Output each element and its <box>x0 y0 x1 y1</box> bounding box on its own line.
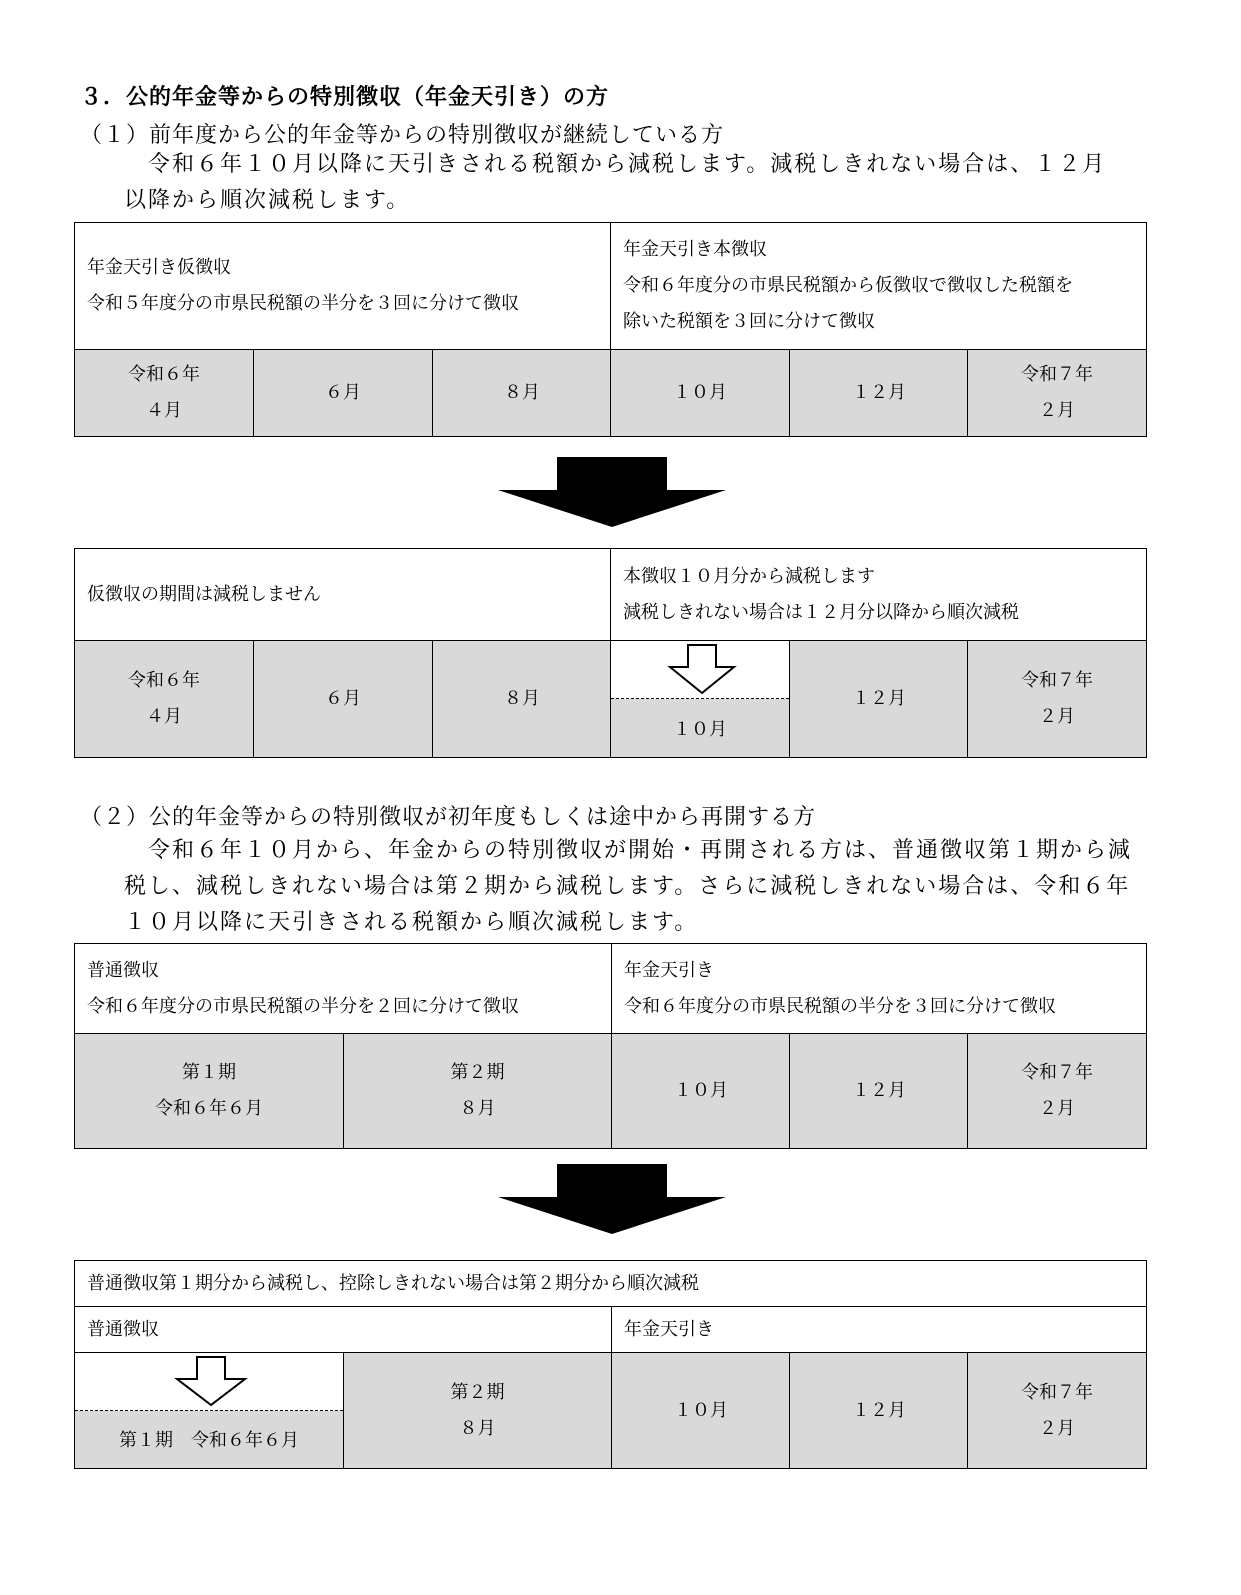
table1-month-cell <box>253 349 433 437</box>
table3-left-header <box>74 943 612 1034</box>
period-label: 第２期 <box>450 1062 505 1083</box>
table1-month-cell <box>74 349 254 437</box>
table4-period1-cell-highlight <box>74 1352 344 1469</box>
period-label: 第１期 令和６年６月 <box>119 1430 299 1451</box>
table4-month-cell <box>967 1352 1147 1469</box>
table3-left-desc: 令和６年度分の市県民税額の半分を２回に分けて徴収 <box>87 995 519 1017</box>
period-label: 第１期 <box>182 1062 236 1083</box>
table4-top-row <box>74 1260 1147 1307</box>
month-label: １２月 <box>852 1399 906 1421</box>
month-label: １２月 <box>852 1080 906 1101</box>
table2-month-cell <box>789 640 969 758</box>
month-label: 令和７年 <box>1021 364 1093 385</box>
table1-month-cell <box>432 349 612 437</box>
month-label: ６月 <box>325 688 361 709</box>
month-label: １０月 <box>673 382 727 403</box>
period-sublabel: 令和６年６月 <box>155 1098 263 1119</box>
table3-period-cell <box>74 1033 344 1149</box>
arrow-area <box>75 1353 343 1411</box>
month-sublabel: ４月 <box>146 706 182 727</box>
table1-month-cell <box>789 349 969 437</box>
section2-title: （２）公的年金等からの特別徴収が初年度もしくは途中から再開する方 <box>80 805 817 830</box>
table3-month-cell <box>967 1033 1147 1149</box>
period-label: 第２期 <box>450 1381 505 1403</box>
table4-top-text: 普通徴収第１期分から減税し、控除しきれない場合は第２期分から順次減税 <box>87 1272 699 1294</box>
section2-para-line3: １０月以降に天引きされる税額から順次減税します。 <box>124 910 699 935</box>
table2-left-text: 仮徴収の期間は減税しません <box>87 583 321 605</box>
table1-left-desc: 令和５年度分の市県民税額の半分を３回に分けて徴収 <box>87 293 519 314</box>
month-label: １２月 <box>852 382 906 403</box>
period-sublabel: ８月 <box>459 1417 496 1439</box>
table4-month-cell <box>789 1352 969 1469</box>
month-label: 令和６年 <box>128 670 200 691</box>
down-arrow-icon <box>498 1164 728 1236</box>
table2-month-cell <box>432 640 612 758</box>
section1-title: （１）前年度から公的年金等からの特別徴収が継続している方 <box>80 123 725 148</box>
section2-para-line2: 税し、減税しきれない場合は第２期から減税します。さらに減税しきれない場合は、令和６年 <box>124 874 1131 899</box>
table3-month-cell <box>611 1033 791 1149</box>
table4-month-cell <box>611 1352 791 1469</box>
table3-left-title: 普通徴収 <box>87 959 159 981</box>
table1-left-header <box>74 222 611 350</box>
section-heading: ３．公的年金等からの特別徴収（年金天引き）の方 <box>80 85 610 110</box>
month-label: 令和７年 <box>1021 1381 1093 1403</box>
month-sublabel: ２月 <box>1039 400 1075 421</box>
table2-right-line2: 減税しきれない場合は１２月分以降から順次減税 <box>623 601 1019 623</box>
table2-month-cell-highlight <box>610 640 790 758</box>
arrow-area <box>611 641 789 699</box>
month-label: 令和７年 <box>1021 1062 1093 1083</box>
section1-para-line1: 令和６年１０月以降に天引きされる税額から減税します。減税しきれない場合は、１２月 <box>148 152 1107 177</box>
table4-period-cell <box>343 1352 612 1469</box>
table1-month-cell <box>967 349 1147 437</box>
table2-month-cell <box>74 640 254 758</box>
month-label: ６月 <box>325 382 361 403</box>
table2-month-cell <box>253 640 433 758</box>
month-sublabel: ２月 <box>1039 1417 1075 1439</box>
table3-right-title: 年金天引き <box>624 959 714 981</box>
table1-left-title: 年金天引き仮徴収 <box>87 257 231 278</box>
table2-right-header <box>610 548 1147 641</box>
table2-month-cell <box>967 640 1147 758</box>
down-arrow-icon <box>498 457 728 529</box>
month-sublabel: ２月 <box>1039 1098 1075 1119</box>
month-label: １０月 <box>674 1080 728 1101</box>
table4-left-label-cell <box>74 1306 612 1353</box>
month-label: ８月 <box>504 688 540 709</box>
month-label: ８月 <box>504 382 540 403</box>
period-sublabel: ８月 <box>459 1098 496 1119</box>
table2-left-header <box>74 548 611 641</box>
table3-month-cell <box>789 1033 969 1149</box>
month-label: １０月 <box>673 719 727 740</box>
outline-down-arrow-icon <box>666 643 738 697</box>
table1-right-title: 年金天引き本徴収 <box>623 239 767 260</box>
table3-right-header <box>611 943 1147 1034</box>
section2-para-line1: 令和６年１０月から、年金からの特別徴収が開始・再開される方は、普通徴収第１期から減 <box>148 838 1133 863</box>
month-label: 令和６年 <box>128 364 200 385</box>
section1-para-line2: 以降から順次減税します。 <box>124 188 411 213</box>
outline-down-arrow-icon <box>173 1355 249 1409</box>
table1-month-cell <box>610 349 790 437</box>
month-sublabel: ４月 <box>146 400 182 421</box>
month-label: １２月 <box>852 688 906 709</box>
month-sublabel: ２月 <box>1039 706 1075 727</box>
table3-right-desc: 令和６年度分の市県民税額の半分を３回に分けて徴収 <box>624 995 1056 1017</box>
table4-right-label-cell <box>611 1306 1147 1353</box>
table1-right-header <box>610 222 1147 350</box>
table3-period-cell <box>343 1033 612 1149</box>
table2-right-line1: 本徴収１０月分から減税します <box>623 565 875 587</box>
table4-left-label: 普通徴収 <box>87 1318 159 1340</box>
table1-right-desc1: 令和６年度分の市県民税額から仮徴収で徴収した税額を <box>623 275 1073 296</box>
table1-right-desc2: 除いた税額を３回に分けて徴収 <box>623 311 875 332</box>
month-label: １０月 <box>674 1399 728 1421</box>
month-label: 令和７年 <box>1021 670 1093 691</box>
table4-right-label: 年金天引き <box>624 1318 714 1340</box>
